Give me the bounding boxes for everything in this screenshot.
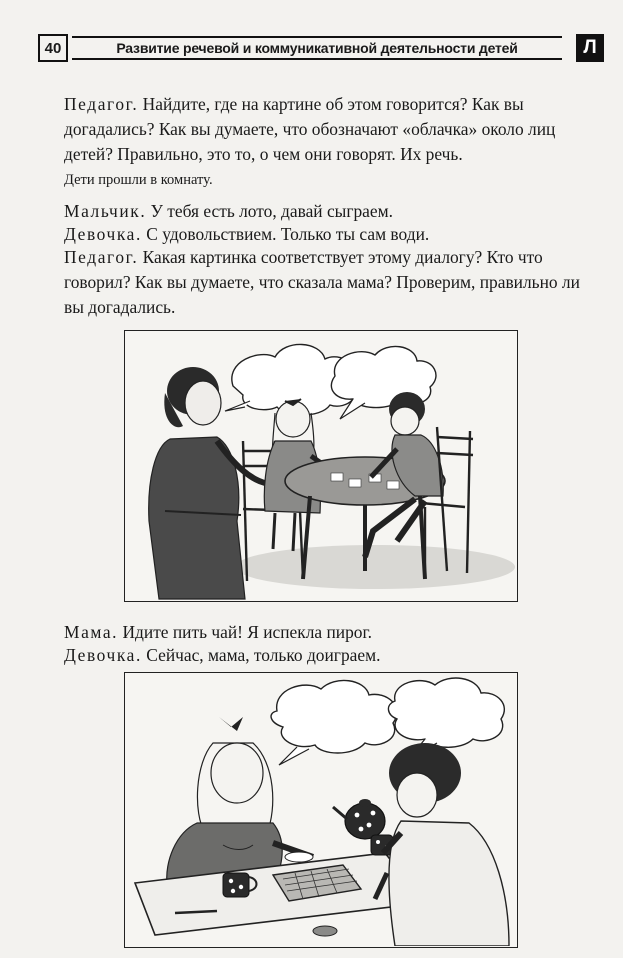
plate bbox=[313, 926, 337, 936]
line-girl bbox=[64, 222, 429, 247]
speaker-mom: Мама. bbox=[64, 622, 119, 642]
boy-text: У тебя есть лото, давай сыграем. bbox=[146, 201, 393, 221]
running-header bbox=[38, 34, 603, 64]
paragraph-teacher-1 bbox=[64, 92, 604, 167]
speaker-girl: Девочка. bbox=[64, 224, 142, 244]
section-letter-badge: Л bbox=[576, 34, 604, 62]
saucer bbox=[285, 852, 313, 862]
stage-note: Дети прошли в комнату. bbox=[64, 172, 213, 188]
page-number: 40 bbox=[38, 34, 68, 62]
speech-bubble-boy-2 bbox=[388, 678, 504, 747]
paragraph-teacher-2 bbox=[64, 245, 604, 320]
line-boy bbox=[64, 199, 393, 224]
teapot bbox=[333, 799, 385, 839]
speaker-teacher: Педагог. bbox=[64, 94, 139, 114]
illustration-lotto-game bbox=[124, 330, 518, 602]
boy-figure-2 bbox=[375, 743, 509, 946]
speaker-girl-2: Девочка. bbox=[64, 645, 142, 665]
tea-time-drawing bbox=[125, 673, 516, 946]
girl-text: С удовольствием. Только ты сам води. bbox=[141, 224, 430, 244]
line-mom bbox=[64, 620, 372, 645]
speech-bubble-girl-2 bbox=[271, 680, 397, 753]
teacher-1-text: Найдите, где на картине об этом говорится? Как вы догадались? Как вы думаете, что обозначают «облачка» около лиц детей? Правильно, это то, о чем они говорят. Их речь. bbox=[64, 94, 556, 164]
girl-2-text: Сейчас, мама, только доиграем. bbox=[141, 645, 381, 665]
mom-text: Идите пить чай! Я испекла пирог. bbox=[118, 622, 372, 642]
chapter-title: Развитие речевой и коммуникативной деятельности детей bbox=[72, 36, 562, 60]
lotto-game-drawing bbox=[125, 331, 516, 600]
speaker-boy: Мальчик. bbox=[64, 201, 147, 221]
speaker-teacher-2: Педагог. bbox=[64, 247, 139, 267]
line-girl-2 bbox=[64, 643, 380, 668]
illustration-tea-time bbox=[124, 672, 518, 948]
teacher-2-text: Какая картинка соответствует этому диалогу? Кто что говорил? Как вы думаете, что сказала мама? Проверим, правильно ли вы догадались. bbox=[64, 247, 580, 317]
